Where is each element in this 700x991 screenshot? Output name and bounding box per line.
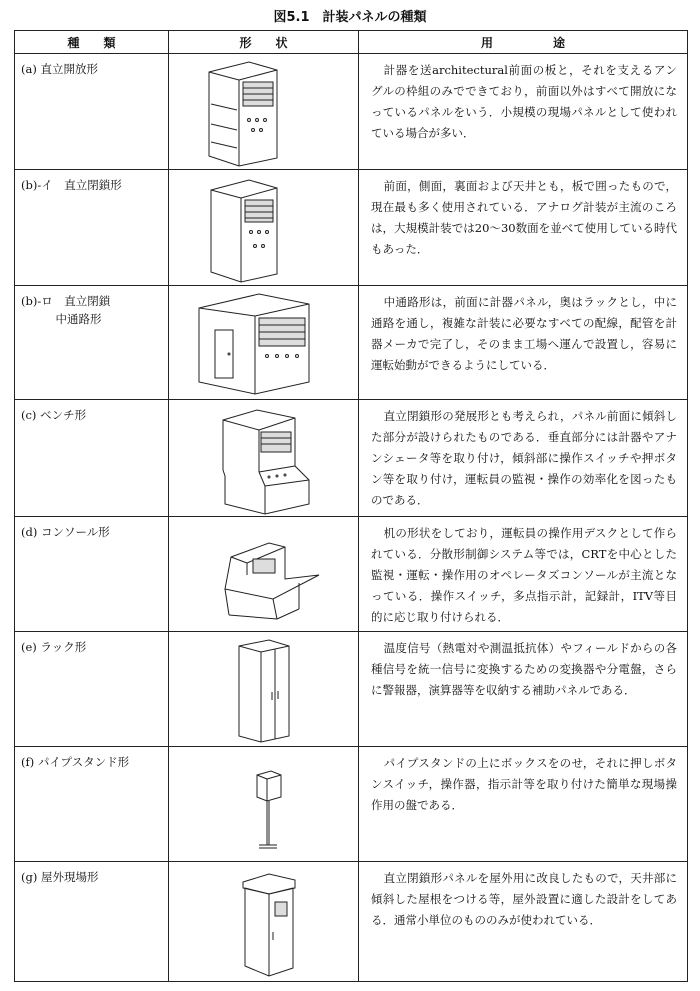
bench-panel-icon bbox=[169, 400, 359, 516]
type-cell: (e) ラック形 bbox=[15, 631, 169, 746]
shape-cell bbox=[169, 746, 359, 861]
table-row bbox=[15, 517, 688, 631]
table-row bbox=[15, 862, 688, 982]
shape-cell bbox=[169, 517, 359, 631]
use-cell: 中通路形は，前面に計器パネル，奥はラックとし，中に通路を通し，複雑な計装に必要なすべての配線，配管を計器メーカで完了し，そのまま工場へ運んで設置し，容易に運転始動ができるようにしている． bbox=[359, 286, 688, 399]
rack-cabinet-icon bbox=[169, 632, 359, 746]
type-cell: (f) パイプスタンド形 bbox=[15, 746, 169, 861]
closed-cabinet-panel-icon bbox=[169, 170, 359, 285]
table-row bbox=[15, 54, 688, 169]
type-cell: (b)-ロ 直立閉鎖 中通路形 bbox=[15, 286, 169, 399]
open-rack-panel-icon bbox=[169, 54, 359, 168]
use-cell: 前面，側面，裏面および天井とも，板で囲ったもので，現在最も多く使用されている．アナログ計装が主流のころは，大規模計装では20〜30数面を並べて使用している時代もあった． bbox=[359, 169, 688, 285]
panel-types-table bbox=[14, 30, 688, 982]
type-cell: (c) ベンチ形 bbox=[15, 399, 169, 516]
use-cell: パイプスタンドの上にボックスをのせ，それに押しボタンスイッチ，操作器，指示計等を取り付けた簡単な現場操作用の盤である． bbox=[359, 746, 688, 861]
table-row bbox=[15, 746, 688, 861]
use-cell: 直立閉鎖形パネルを屋外用に改良したもので，天井部に傾斜した屋根をつける等，屋外設置に適した設計をしてある．通常小単位のもののみが使われている． bbox=[359, 862, 688, 982]
walk-in-panel-icon bbox=[169, 286, 359, 398]
console-desk-icon bbox=[169, 517, 359, 630]
outdoor-cabinet-icon bbox=[169, 862, 359, 980]
shape-cell bbox=[169, 54, 359, 169]
type-cell: (d) コンソール形 bbox=[15, 517, 169, 631]
shape-cell bbox=[169, 399, 359, 516]
pipe-stand-box-icon bbox=[169, 747, 359, 861]
header-use: 用 途 bbox=[359, 31, 688, 54]
use-cell: 温度信号（熱電対や測温抵抗体）やフィールドからの各種信号を統一信号に変換するための変換器や分電盤，さらに警報器，演算器等を収納する補助パネルである． bbox=[359, 631, 688, 746]
table-row bbox=[15, 286, 688, 399]
table-header-row bbox=[15, 31, 688, 54]
type-cell: (a) 直立開放形 bbox=[15, 54, 169, 169]
header-shape: 形 状 bbox=[169, 31, 359, 54]
table-row bbox=[15, 399, 688, 516]
use-cell: 直立閉鎖形の発展形とも考えられ，パネル前面に傾斜した部分が設けられたものである．垂直部分には計器やアナンシェータ等を取り付け，傾斜部に操作スイッチや押ボタン等を取り付け，運転員の監視・操作の効率化を図ったものである． bbox=[359, 399, 688, 516]
type-cell: (g) 屋外現場形 bbox=[15, 862, 169, 982]
header-type: 種 類 bbox=[15, 31, 169, 54]
shape-cell bbox=[169, 169, 359, 285]
table-row bbox=[15, 631, 688, 746]
type-cell: (b)-イ 直立閉鎖形 bbox=[15, 169, 169, 285]
shape-cell bbox=[169, 862, 359, 982]
use-cell: 計器を送architectural前面の板と，それを支えるアングルの枠組のみでできており，前面以外はすべて開放になっているパネルをいう．小規模の現場パネルとして使われている場合が多い． bbox=[359, 54, 688, 169]
figure-title: 図5.1 計装パネルの種類 bbox=[273, 10, 427, 25]
shape-cell bbox=[169, 631, 359, 746]
shape-cell bbox=[169, 286, 359, 399]
table-row bbox=[15, 169, 688, 285]
use-cell: 机の形状をしており，運転員の操作用デスクとして作られている．分散形制御システム等では，CRTを中心とした監視・運転・操作用のオペレータズコンソールが主流となっている．操作スイッチ，多点指示計，記録計，ITV等目的に応じ取り付けられる． bbox=[359, 517, 688, 631]
